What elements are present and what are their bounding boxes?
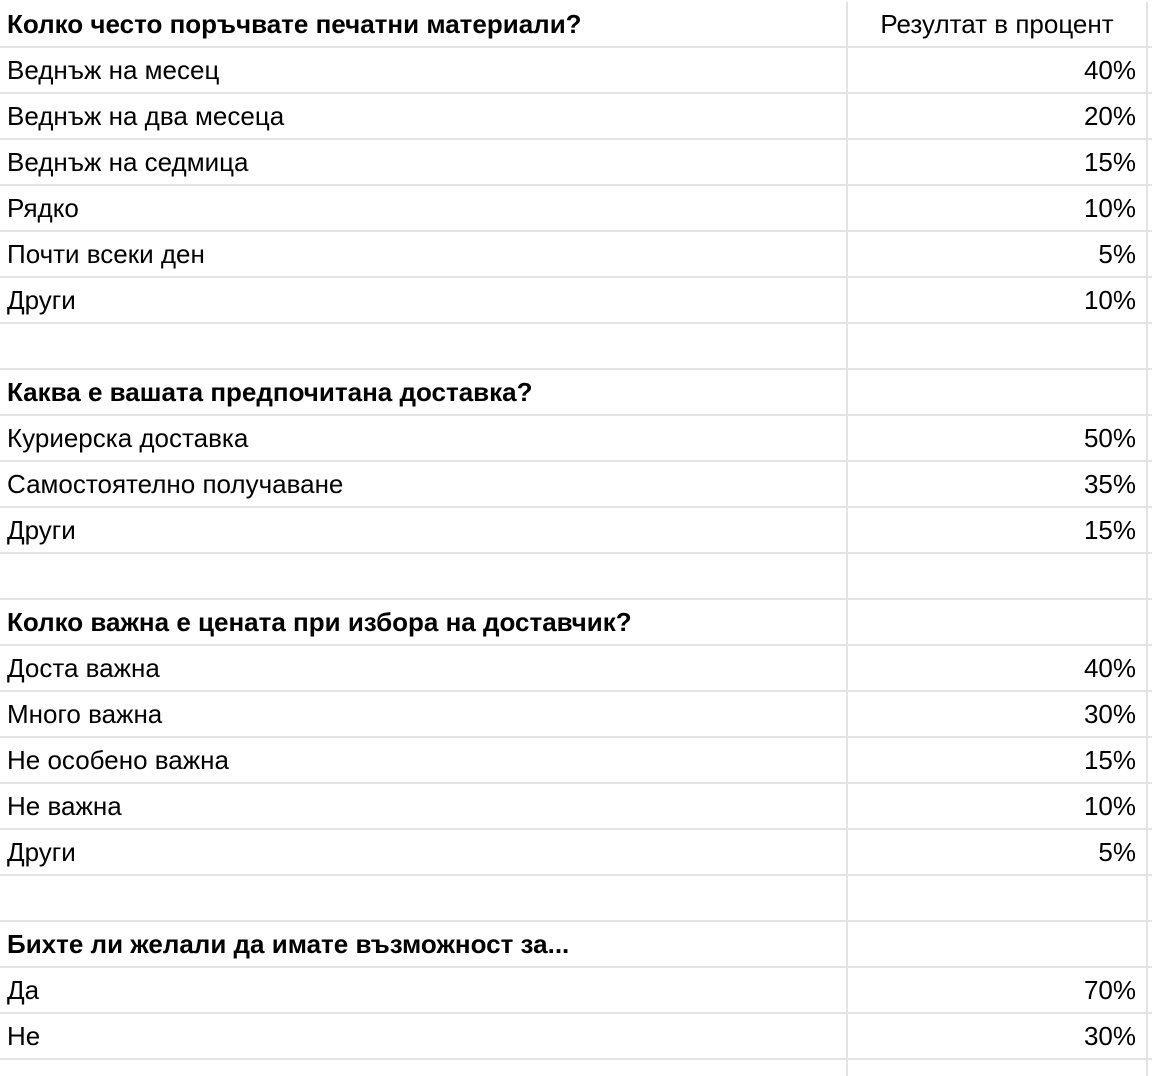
answer-value-cell[interactable]: 70% — [848, 968, 1148, 1012]
answer-label-cell[interactable]: Не особено важна — [0, 738, 848, 782]
question-row[interactable] — [0, 922, 1152, 968]
empty-row[interactable] — [0, 876, 1152, 922]
answer-row[interactable] — [0, 94, 1152, 140]
question-cell[interactable]: Каква е вашата предпочитана доставка? — [0, 370, 848, 414]
answer-label-cell[interactable]: Почти всеки ден — [0, 232, 848, 276]
column-header-cell[interactable]: Резултат в процент — [848, 2, 1148, 46]
empty-cell[interactable] — [0, 1060, 848, 1076]
answer-row[interactable] — [0, 278, 1152, 324]
answer-label-cell[interactable]: Не важна — [0, 784, 848, 828]
empty-row[interactable] — [0, 1060, 1152, 1076]
empty-cell[interactable] — [0, 554, 848, 598]
answer-value-cell[interactable]: 35% — [848, 462, 1148, 506]
answer-row[interactable] — [0, 646, 1152, 692]
answer-value-cell[interactable]: 10% — [848, 186, 1148, 230]
answer-row[interactable] — [0, 1014, 1152, 1060]
answer-value-cell[interactable]: 30% — [848, 1014, 1148, 1058]
answer-value-cell[interactable]: 10% — [848, 784, 1148, 828]
answer-row[interactable] — [0, 232, 1152, 278]
question-row[interactable] — [0, 370, 1152, 416]
answer-row[interactable] — [0, 462, 1152, 508]
empty-cell[interactable] — [848, 554, 1148, 598]
empty-cell[interactable] — [848, 600, 1148, 644]
answer-row[interactable] — [0, 738, 1152, 784]
answer-value-cell[interactable]: 40% — [848, 48, 1148, 92]
answer-row[interactable] — [0, 48, 1152, 94]
empty-cell[interactable] — [848, 876, 1148, 920]
answer-label-cell[interactable]: Не — [0, 1014, 848, 1058]
answer-value-cell[interactable]: 15% — [848, 508, 1148, 552]
answer-value-cell[interactable]: 15% — [848, 140, 1148, 184]
answer-value-cell[interactable]: 20% — [848, 94, 1148, 138]
answer-value-cell[interactable]: 10% — [848, 278, 1148, 322]
answer-label-cell[interactable]: Много важна — [0, 692, 848, 736]
question-row[interactable] — [0, 600, 1152, 646]
question-cell[interactable]: Колко често поръчвате печатни материали? — [0, 2, 848, 46]
answer-row[interactable] — [0, 968, 1152, 1014]
question-cell[interactable]: Колко важна е цената при избора на доставчик? — [0, 600, 848, 644]
answer-row[interactable] — [0, 692, 1152, 738]
answer-label-cell[interactable]: Да — [0, 968, 848, 1012]
answer-label-cell[interactable]: Самостоятелно получаване — [0, 462, 848, 506]
answer-value-cell[interactable]: 5% — [848, 830, 1148, 874]
answer-label-cell[interactable]: Веднъж на месец — [0, 48, 848, 92]
answer-label-cell[interactable]: Други — [0, 278, 848, 322]
answer-row[interactable] — [0, 784, 1152, 830]
empty-row[interactable] — [0, 554, 1152, 600]
question-cell[interactable]: Бихте ли желали да имате възможност за... — [0, 922, 848, 966]
empty-row[interactable] — [0, 324, 1152, 370]
empty-cell[interactable] — [848, 922, 1148, 966]
answer-label-cell[interactable]: Други — [0, 830, 848, 874]
answer-label-cell[interactable]: Рядко — [0, 186, 848, 230]
answer-label-cell[interactable]: Веднъж на седмица — [0, 140, 848, 184]
answer-value-cell[interactable]: 50% — [848, 416, 1148, 460]
empty-cell[interactable] — [848, 1060, 1148, 1076]
empty-cell[interactable] — [848, 370, 1148, 414]
answer-value-cell[interactable]: 30% — [848, 692, 1148, 736]
answer-label-cell[interactable]: Други — [0, 508, 848, 552]
answer-row[interactable] — [0, 830, 1152, 876]
answer-row[interactable] — [0, 186, 1152, 232]
answer-value-cell[interactable]: 5% — [848, 232, 1148, 276]
answer-label-cell[interactable]: Куриерска доставка — [0, 416, 848, 460]
empty-cell[interactable] — [848, 324, 1148, 368]
answer-row[interactable] — [0, 416, 1152, 462]
answer-value-cell[interactable]: 40% — [848, 646, 1148, 690]
answer-label-cell[interactable]: Веднъж на два месеца — [0, 94, 848, 138]
answer-label-cell[interactable]: Доста важна — [0, 646, 848, 690]
empty-cell[interactable] — [0, 324, 848, 368]
answer-row[interactable] — [0, 508, 1152, 554]
answer-row[interactable] — [0, 140, 1152, 186]
answer-value-cell[interactable]: 15% — [848, 738, 1148, 782]
empty-cell[interactable] — [0, 876, 848, 920]
question-row[interactable] — [0, 2, 1152, 48]
